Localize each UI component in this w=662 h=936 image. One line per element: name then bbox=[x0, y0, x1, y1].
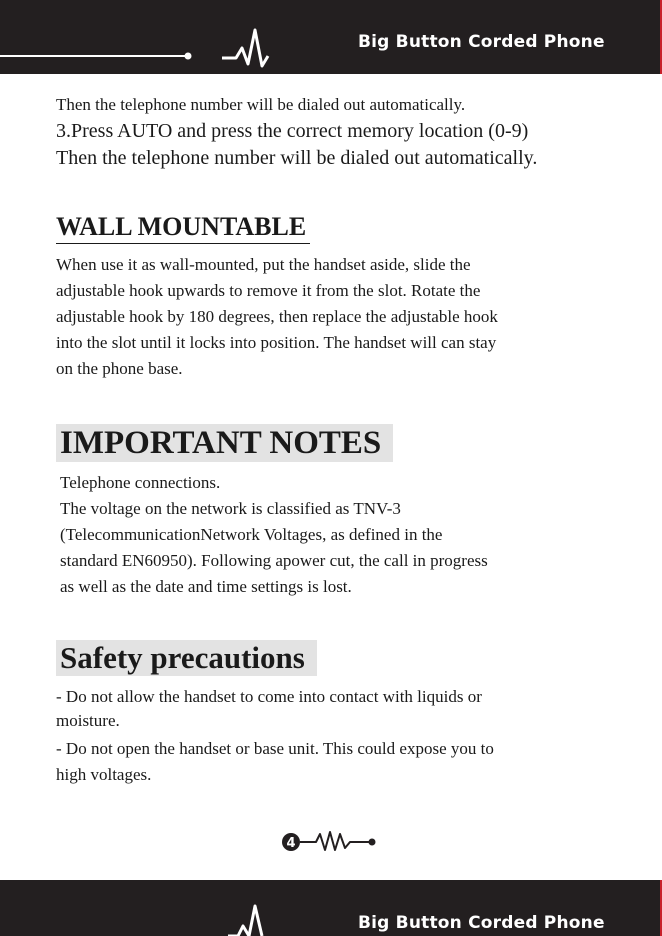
page-number-mark bbox=[280, 826, 380, 856]
wall-line-3: adjustable hook by 180 degrees, then replace the adjustable hook bbox=[56, 307, 498, 326]
wave-end-dot-icon bbox=[369, 839, 376, 846]
top-line-3: Then the telephone number will be dialed out automatically. bbox=[56, 147, 538, 169]
wave-line-icon bbox=[300, 832, 370, 850]
wall-mountable-heading: WALL MOUNTABLE bbox=[56, 212, 310, 244]
important-line-4: standard EN60950). Following apower cut, the call in progress bbox=[60, 551, 488, 570]
wall-line-4: into the slot until it locks into position. The handset will can stay bbox=[56, 333, 497, 352]
top-line-1: Then the telephone number will be dialed out automatically. bbox=[56, 95, 466, 114]
important-line-5: as well as the date and time settings is lost. bbox=[60, 577, 352, 596]
important-line-2: The voltage on the network is classified as TNV-3 bbox=[60, 499, 401, 518]
important-line-3: (TelecommunicationNetwork Voltages, as defined in the bbox=[60, 525, 443, 544]
top-line-2: 3.Press AUTO and press the correct memory location (0-9) bbox=[56, 120, 529, 142]
wall-line-1: When use it as wall-mounted, put the handset aside, slide the bbox=[56, 255, 471, 274]
wall-line-2: adjustable hook upwards to remove it from the slot. Rotate the bbox=[56, 281, 481, 300]
safety-line-2: moisture. bbox=[56, 711, 120, 730]
safety-line-1: - Do not allow the handset to come into contact with liquids or bbox=[56, 687, 482, 706]
header-band bbox=[0, 0, 662, 74]
safety-line-3: - Do not open the handset or base unit. This could expose you to bbox=[56, 739, 494, 758]
header-title: Big Button Corded Phone bbox=[358, 32, 605, 52]
safety-precautions-heading: Safety precautions bbox=[56, 640, 317, 676]
important-line-1: Telephone connections. bbox=[60, 473, 221, 492]
important-notes-heading: IMPORTANT NOTES bbox=[56, 424, 393, 462]
page-number: 4 bbox=[286, 836, 296, 851]
footer-heartbeat-icon bbox=[0, 880, 300, 936]
safety-line-4: high voltages. bbox=[56, 765, 152, 784]
footer-title: Big Button Corded Phone bbox=[358, 913, 605, 933]
heartbeat-line-icon bbox=[0, 0, 300, 74]
footer-band bbox=[0, 880, 662, 936]
wall-line-5: on the phone base. bbox=[56, 359, 183, 378]
